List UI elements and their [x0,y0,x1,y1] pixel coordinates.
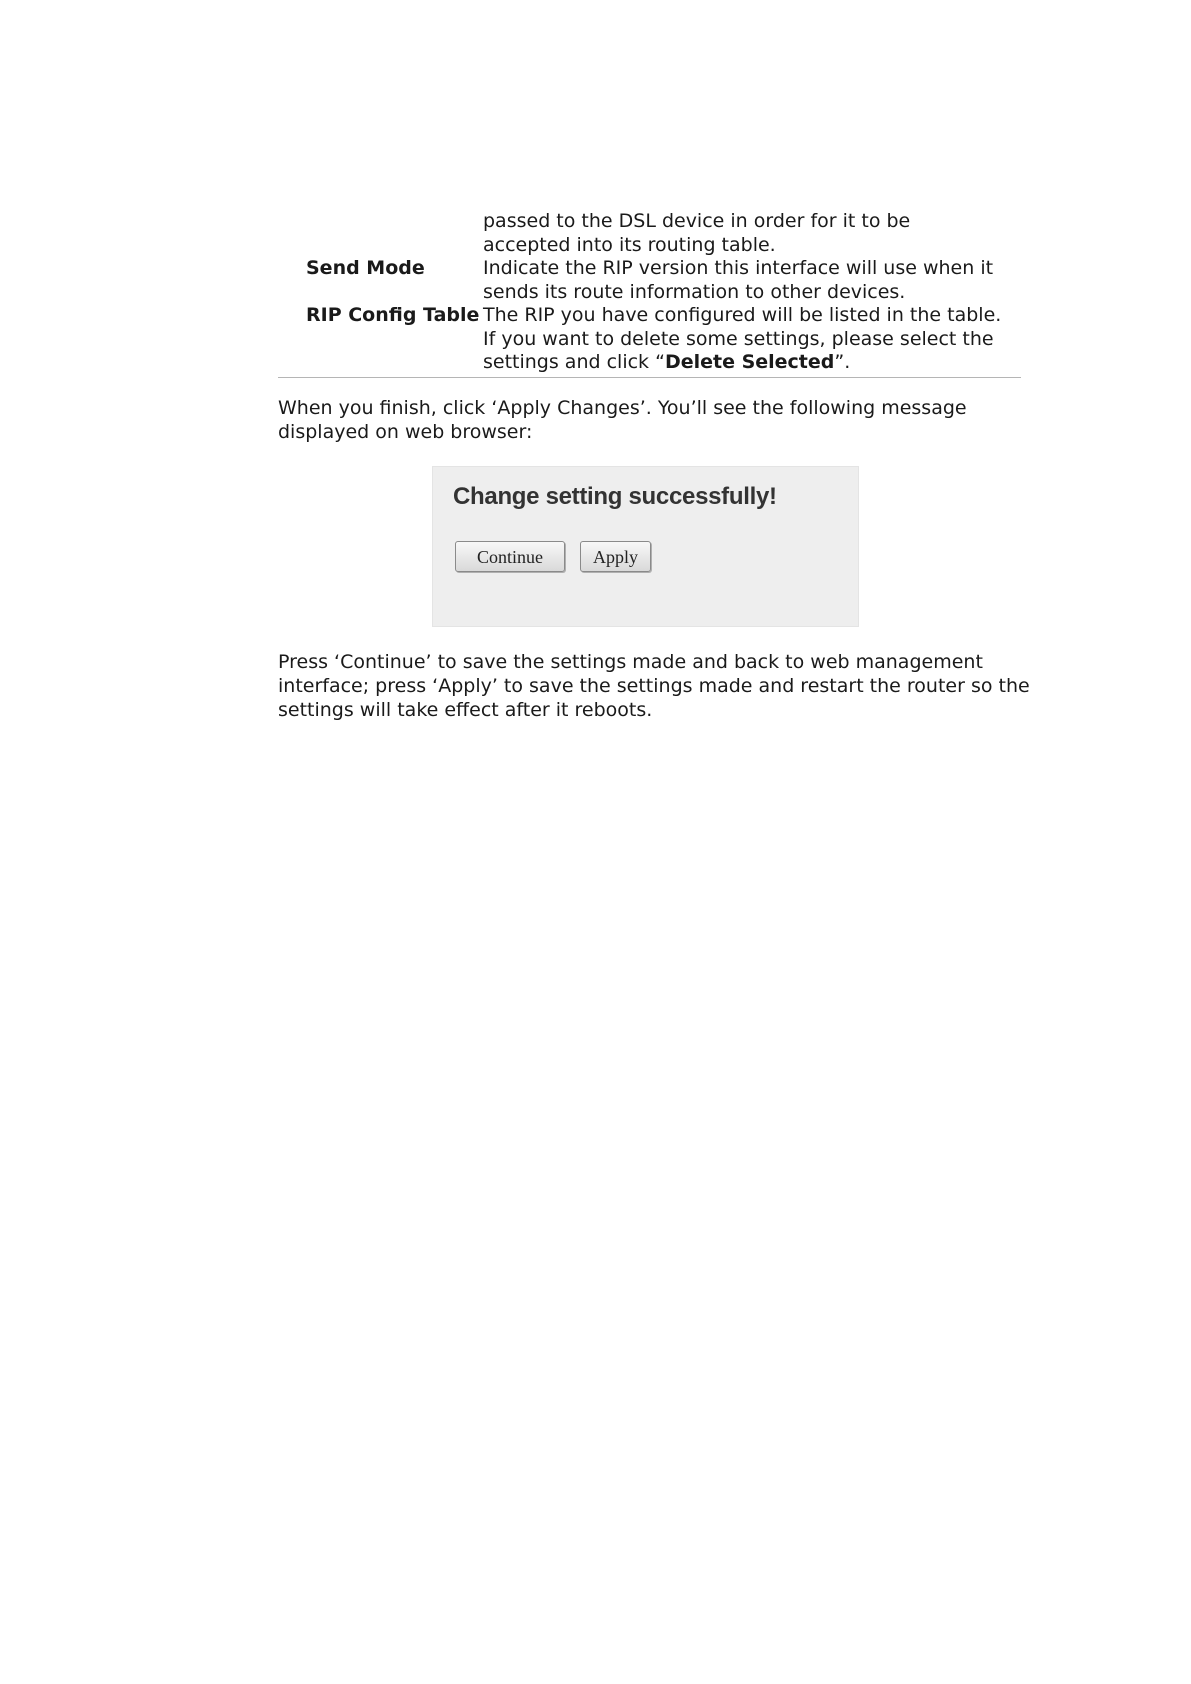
definition-description [483,210,1021,257]
description-line: sends its route information to other devices. [483,280,906,303]
definition-row-continued [278,210,1021,257]
paragraph-finish [278,396,1038,444]
continue-button[interactable]: Continue [455,541,565,572]
paragraph-line: settings will take effect after it reboots. [278,699,653,721]
description-line: passed to the DSL device in order for it to be [483,210,911,232]
paragraph-line: Press ‘Continue’ to save the settings made and back to web management [278,651,983,673]
description-line: The RIP you have configured will be listed in the table. [483,304,1002,326]
delete-selected-label: Delete Selected [664,351,835,373]
paragraph-line: interface; press ‘Apply’ to save the settings made and restart the router so the [278,675,1030,697]
description-line [483,351,1021,375]
definition-description [483,304,1021,375]
definition-description [483,257,1021,304]
text-prefix: settings and click “ [483,351,665,373]
description-line: If you want to delete some settings, please select the [483,327,994,350]
paragraph-line: When you finish, click ‘Apply Changes’. You’ll see the following message [278,397,967,419]
paragraph-press [278,650,1038,722]
text-suffix: ”. [834,351,851,373]
apply-button[interactable]: Apply [580,541,651,572]
definition-table [278,210,1021,378]
definition-row-rip-config-table [278,304,1021,375]
description-line: accepted into its routing table. [483,233,776,256]
description-line: Indicate the RIP version this interface will use when it [483,257,994,279]
paragraph-line: displayed on web browser: [278,421,533,443]
success-message-screenshot [432,466,859,627]
definition-row-send-mode [278,257,1021,304]
success-message: Change setting successfully! [453,483,777,510]
definition-term: Send Mode [306,257,425,279]
definition-term: RIP Config Table [306,304,480,326]
